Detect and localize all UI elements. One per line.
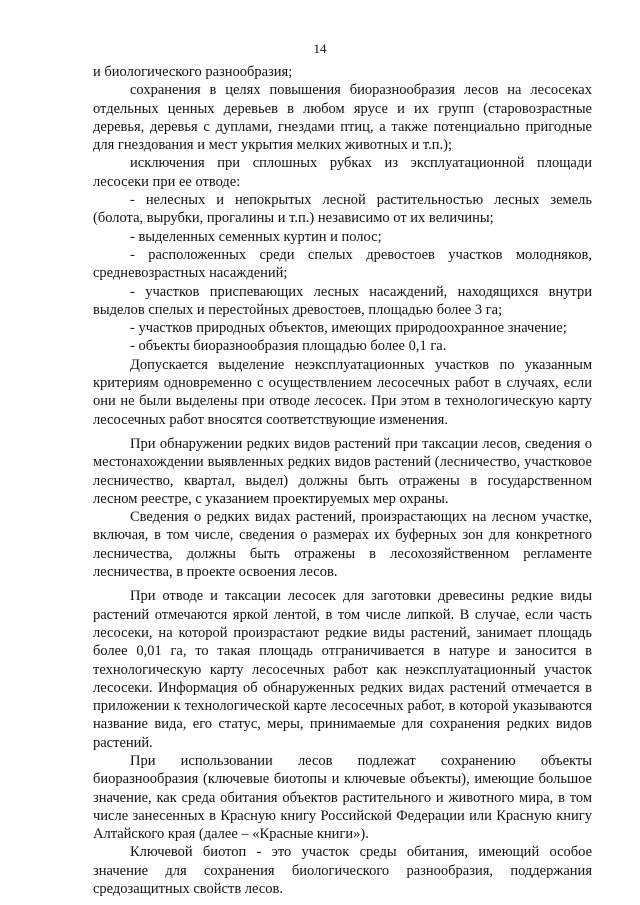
list-item: - нелесных и непокрытых лесной растительностью лесных земель (болота, вырубки, прогалины и т.п.) независимо от их величины; (93, 192, 592, 227)
paragraph: исключения при сплошных рубках из эксплуатационной площади лесосеки при ее отводе: (93, 155, 592, 190)
paragraph: При использовании лесов подлежат сохранению объекты биоразнообразия (ключевые биотопы и ключевые объекты), имеющие большое значение, как среда обитания объектов растительного и животного мира, в том числе занесенных в Красную книгу Российской Федерации или Красную книгу Алтайского края (далее – «Красные книги»). (93, 752, 592, 843)
paragraph: При отводе и таксации лесосек для заготовки древесины редкие виды растений отмечаются яркой лентой, в том числе липкой. В случае, если часть лесосеки, на которой произрастают редкие виды растений, занимает площадь более 0,01 га, то такая площадь отграничивается в натуре и заносится в технологическую карту лесосечных работ как неэксплуатационный участок лесосеки. Информация об обнаруженных редких видах растений отмечается в приложении к технологической карте лесосечных работ, в которой указываются название вида, его статус, меры, принимаемые для сохранения редких видов растений. (93, 588, 592, 751)
paragraph: Сведения о редких видах растений, произрастающих на лесном участке, включая, в том числе, сведения о размерах их буферных зон для конкретного лесничества, должны быть отражены в лесохозяйственном регламенте лесничества, в проекте освоения лесов. (93, 509, 592, 581)
list-item: - участков приспевающих лесных насаждений, находящихся внутри выделов спелых и перестойных древостоев, площадью более 3 га; (93, 283, 592, 318)
paragraph: сохранения в целях повышения биоразнообразия лесов на лесосеках отдельных ценных деревьев в любом ярусе и их групп (старовозрастные деревья, деревья с дуплами, гнездами птиц, а также потенциально пригодные для гнездования и мест укрытия мелких животных и т.п.); (93, 82, 592, 154)
paragraph: и биологического разнообразия; (93, 64, 293, 80)
list-item: - выделенных семенных куртин и полос; (130, 228, 382, 245)
paragraph: Ключевой биотоп - это участок среды обитания, имеющий особое значение для сохранения биологического разнообразия, поддержания средозащитных свойств лесов. (93, 844, 592, 898)
list-item: - участков природных объектов, имеющих природоохранное значение; (130, 320, 567, 337)
paragraph: Допускается выделение неэксплуатационных участков по указанным критериям одновременно с осуществлением лесосечных работ в случаях, если они не были выделены при отводе лесосек. При этом в технологическую карту лесосечных работ вносятся соответствующие изменения. (93, 356, 592, 428)
list-item: - расположенных среди спелых древостоев участков молодняков, средневозрастных насаждений; (93, 246, 592, 282)
page-number: 14 (313, 41, 327, 56)
paragraph: При обнаружении редких видов растений при таксации лесов, сведения о местонахождении выявленных редких видов растений (лесничество, участковое лесничество, квартал, выдел) должны быть отражены в государственном лесном реестре, с указанием проектируемых мер охраны. (93, 435, 592, 507)
list-item: - объекты биоразнообразия площадью более 0,1 га. (130, 338, 447, 355)
document-body (93, 63, 592, 898)
